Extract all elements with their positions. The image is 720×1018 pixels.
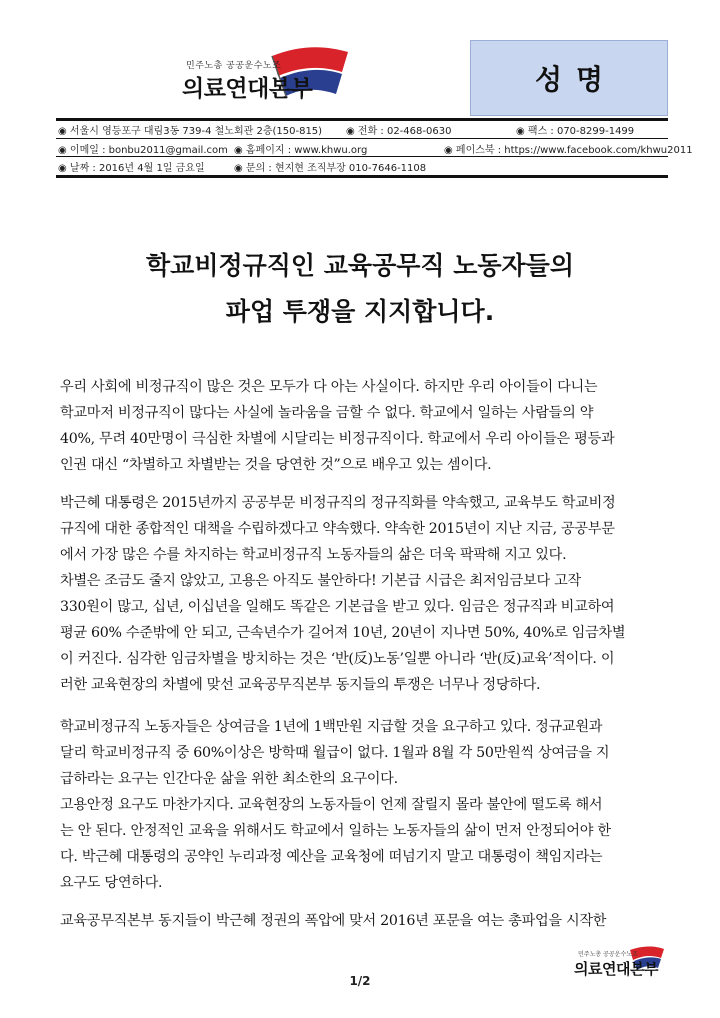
text-line: 에서 가장 많은 수를 차지하는 학교비정규직 노동자들의 삶은 더욱 팍팍해 지고 있다. [60,547,567,563]
page-number: 1/2 [349,974,371,988]
text-line: 는 안 된다. 안정적인 교육을 위해서도 학교에서 일하는 노동자들의 삶이 먼저 안정되어야 한 [60,823,611,839]
text-line: 우리 사회에 비정규직이 많은 것은 모두가 다 아는 사실이다. 하지만 우리 아이들이 다니는 [60,379,598,395]
text-line: 학교마저 비정규직이 많다는 사실에 놀라움을 금할 수 없다. 학교에서 일하는 사람들의 약 [60,405,594,421]
text-line: 평균 60% 수준밖에 안 되고, 근속년수가 길어져 10년, 20년이 지나면 50%, 40%로 임금차별 [60,625,626,641]
logo-subtitle: 민주노총 공공운수노조 [186,61,282,71]
text-line: 달리 학교비정규직 중 60%이상은 방학때 월급이 없다. 1월과 8월 각 50만원씩 상여금을 지 [60,745,610,761]
email-text: ◉ 이메일 : bonbu2011@gmail.com [58,145,228,156]
page-title-line-1: 학교비정규직인 교육공무직 노동자들의 [146,251,574,280]
text-line: 규직에 대한 종합적인 대책을 수립하겠다고 약속했다. 약속한 2015년이 지난 지금, 공공부문 [60,521,615,537]
text-line: 40%, 무려 40만명이 극심한 차별에 시달리는 비정규직이다. 학교에서 우리 아이들은 평등과 [60,431,615,447]
text-line: 급하라는 요구는 인간다운 삶을 위한 최소한의 요구이다. [60,771,398,787]
address-text: ◉ 서울시 영등포구 대림3동 739-4 철노회관 2층(150-815) [58,126,323,137]
info-row-2 [56,139,693,157]
paragraph-4 [60,908,668,934]
statement-badge [470,40,668,116]
page-title-line-2: 파업 투쟁을 지지합니다. [225,297,495,326]
info-row-3 [56,157,668,175]
text-line: 박근혜 대통령은 2015년까지 공공부문 비정규직의 정규직화를 약속했고, 교육부도 학교비정 [60,495,616,511]
phone-text: ◉ 전화 : 02-468-0630 [346,126,452,137]
info-row-1 [56,120,668,138]
paragraph-1 [60,374,668,478]
footer-logo [560,946,670,986]
paragraph-2 [60,490,668,698]
homepage-text: ◉ 홈페이지 : www.khwu.org [234,145,368,156]
text-line: 이 커진다. 심각한 임금차별을 방치하는 것은 ‘반(反)노동’일뿐 아니라 ‘반(反)교육’적이다. 이 [60,651,615,667]
letterhead [56,36,668,118]
text-line: 고용안정 요구도 마찬가지다. 교육현장의 노동자들이 언제 잘릴지 몰라 불안에 떨도록 해서 [60,797,603,813]
text-line: 학교비정규직 노동자들은 상여금을 1년에 1백만원 지급할 것을 요구하고 있다. 정규교원과 [60,719,603,735]
footer-logo-subtitle: 민주노총 공공운수노조 [578,951,638,958]
footer-logo-title: 의료연대본부 [574,960,658,978]
text-line: 차별은 조금도 줄지 않았고, 고용은 아직도 불안하다! 기본급 시급은 최저임금보다 고작 [60,573,581,589]
text-line: 요구도 당연하다. [60,875,163,891]
paragraph-3 [60,714,668,896]
fax-text: ◉ 팩스 : 070-8299-1499 [516,126,635,137]
header-rule-bottom [56,175,668,178]
text-line: 330원이 많고, 십년, 이십년을 일해도 똑같은 기본급을 받고 있다. 임금은 정규직과 비교하여 [60,599,615,615]
text-line: 러한 교육현장의 차별에 맞선 교육공무직본부 동지들의 투쟁은 너무나 정당하다. [60,677,541,693]
union-logo [152,42,362,104]
text-line: 교육공무직본부 동지들이 박근혜 정권의 폭압에 맞서 2016년 포문을 여는 총파업을 시작한 [60,913,607,929]
text-line: 다. 박근혜 대통령의 공약인 누리과정 예산을 교육청에 떠넘기지 말고 대통령이 책임지라는 [60,849,603,865]
date-text: ◉ 날짜 : 2016년 4월 1일 금요일 [58,163,205,174]
contact-text: ◉ 문의 : 현지현 조직부장 010-7646-1108 [234,163,427,174]
text-line: 인권 대신 “차별하고 차별받는 것을 당연한 것”으로 배우고 있는 셈이다. [60,457,492,473]
logo-title: 의료연대본부 [182,76,313,102]
facebook-text: ◉ 페이스북 : https://www.facebook.com/khwu2011 [444,145,693,156]
statement-label: 성명 [534,63,618,96]
